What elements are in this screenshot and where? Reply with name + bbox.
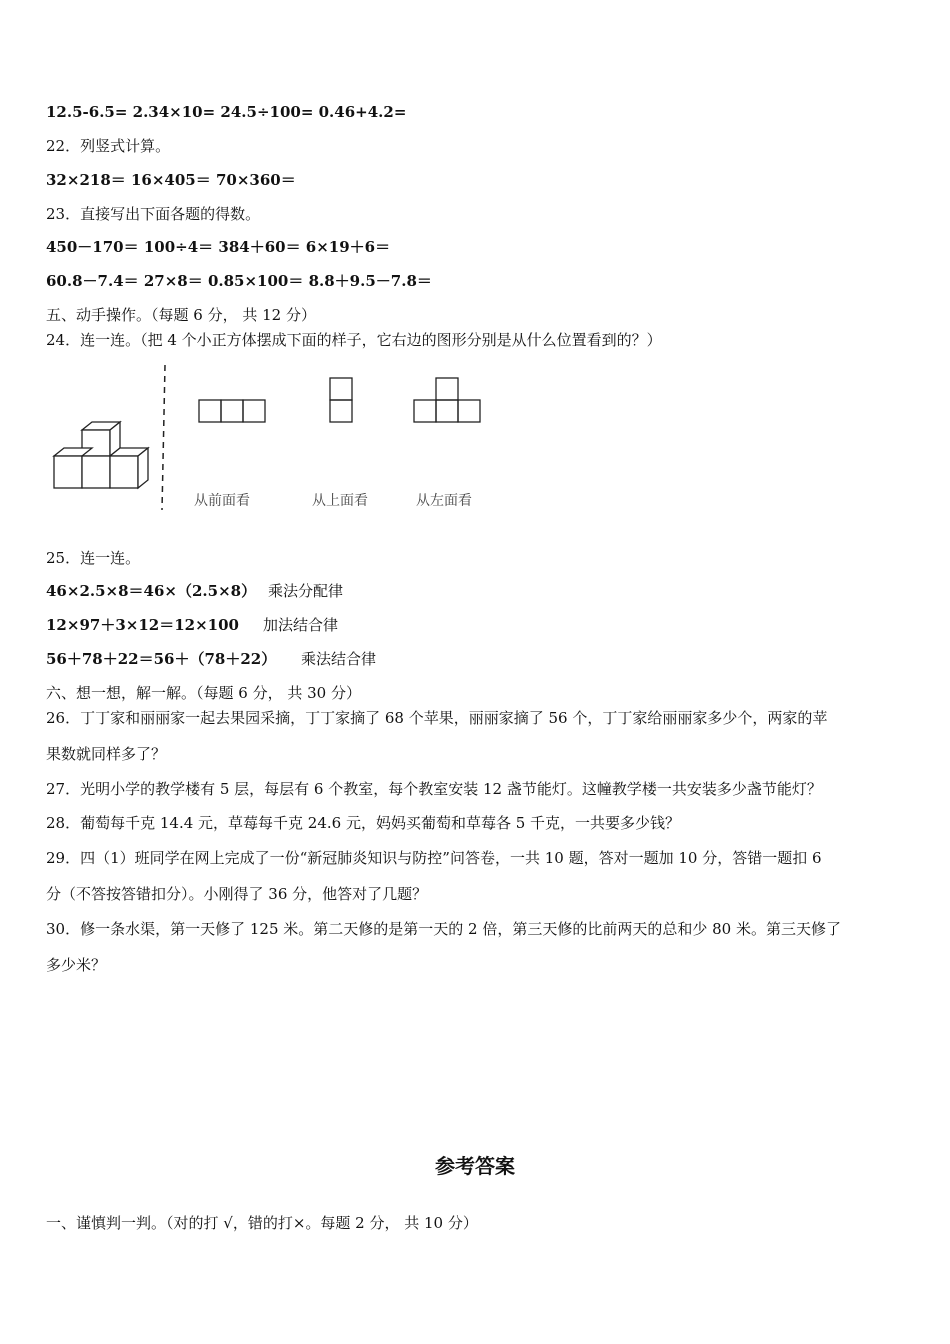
front-view-label: 从前面看 [194, 493, 250, 509]
bottom-side-face [138, 448, 148, 488]
question-28: 28．葡萄每千克 14.4 元，草莓每千克 24.6 元，妈妈买葡萄和草莓各 5 千克，一共要多少钱？ [46, 814, 681, 832]
law-expression-a: 46×2.5×8＝46×（2.5×8） [46, 582, 257, 600]
law-expression-b: 12×97＋3×12＝12×100 [46, 616, 239, 634]
question-22: 22．列竖式计算。 [46, 137, 171, 155]
bottom-middle-cube [82, 456, 110, 488]
law-expression-c: 56＋78＋22＝56＋（78＋22） [46, 650, 277, 668]
question-30-line-2: 多少米？ [46, 956, 107, 974]
bottom-left-cube [54, 456, 82, 488]
left-view-shape [414, 378, 480, 422]
top-view-label: 从上面看 [312, 493, 368, 509]
section-1-heading: 一、谨慎判一判。（对的打 √，错的打×。每题 2 分， 共 10 分） [46, 1214, 478, 1232]
law-name-b: 加法结合律 [263, 616, 339, 634]
section-6-heading: 六、想一想，解一解。（每题 6 分， 共 30 分） [46, 684, 361, 702]
calc-line-23a: 450－170＝ 100÷4＝ 384＋60＝ 6×19＋6＝ [46, 238, 391, 256]
left-view-label: 从左面看 [416, 493, 472, 509]
question-29-line-1: 29．四（1）班同学在网上完成了一份“新冠肺炎知识与防控”问答卷，一共 10 题，答对一题加 10 分，答错一题扣 6 [46, 849, 822, 867]
question-23: 23．直接写出下面各题的得数。 [46, 205, 261, 223]
law-name-c: 乘法结合律 [301, 650, 377, 668]
question-26-line-1: 26．丁丁家和丽丽家一起去果园采摘，丁丁家摘了 68 个苹果，丽丽家摘了 56 个，丁丁家给丽丽家多少个，两家的苹 [46, 709, 828, 727]
calc-line-22: 32×218＝ 16×405＝ 70×360＝ [46, 171, 296, 189]
law-name-a: 乘法分配律 [268, 582, 344, 600]
dashed-divider [162, 365, 165, 510]
question-26-line-2: 果数就同样多了？ [46, 745, 167, 763]
top-view-shape [330, 378, 352, 422]
calc-line-23b: 60.8－7.4＝ 27×8＝ 0.85×100＝ 8.8＋9.5－7.8＝ [46, 272, 432, 290]
answer-key-title: 参考答案 [435, 1154, 515, 1178]
question-27: 27．光明小学的教学楼有 5 层，每层有 6 个教室，每个教室安装 12 盏节能灯。这幢教学楼一共安装多少盏节能灯？ [46, 780, 822, 798]
question-25: 25．连一连。 [46, 549, 141, 567]
question-30-line-1: 30．修一条水渠，第一天修了 125 米。第二天修的是第一天的 2 倍，第三天修的比前两天的总和少 80 米。第三天修了 [46, 920, 841, 938]
section-5-heading: 五、动手操作。（每题 6 分， 共 12 分） [46, 306, 316, 324]
cube-views-figure [44, 360, 504, 520]
front-view-shape [199, 400, 265, 422]
question-29-line-2: 分（不答按答错扣分）。小刚得了 36 分，他答对了几题？ [46, 885, 428, 903]
bottom-right-cube [110, 456, 138, 488]
calc-line-1: 12.5-6.5= 2.34×10= 24.5÷100= 0.46+4.2= [46, 103, 407, 121]
question-24: 24．连一连。（把 4 个小正方体摆成下面的样子，它右边的图形分别是从什么位置看到的？） [46, 331, 662, 349]
